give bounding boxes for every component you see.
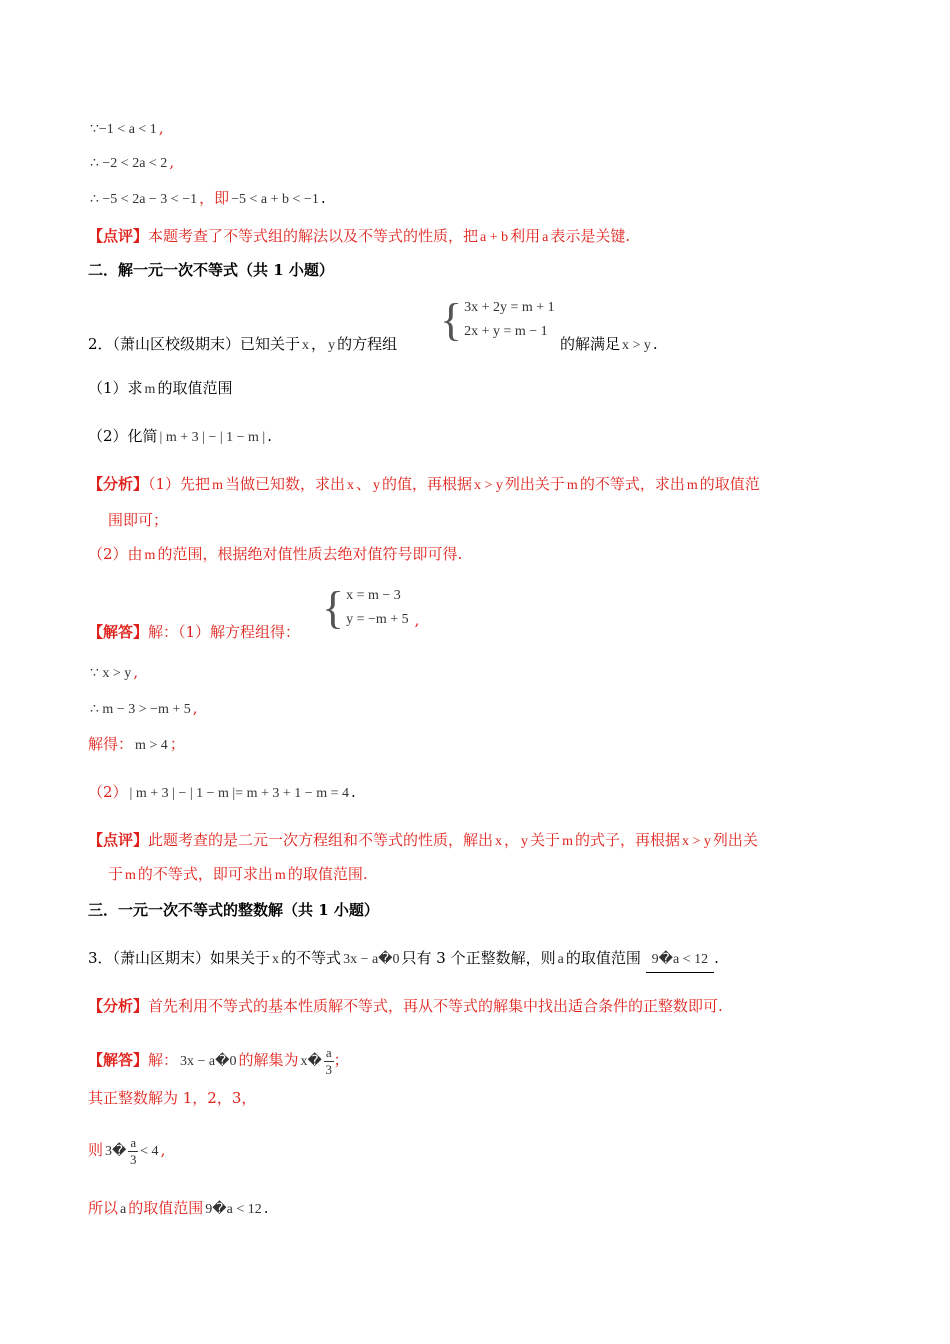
math-var: y (328, 338, 336, 353)
text: 解： (148, 1051, 179, 1069)
text: 的不等式，即可求出 (137, 865, 273, 883)
review-2 (88, 828, 758, 854)
punct: , (160, 1141, 166, 1159)
text: （1）先把 (148, 475, 211, 493)
math-expr: < 4 (140, 1144, 159, 1159)
punct: . (267, 427, 273, 445)
text: 的取值范围. (287, 865, 368, 883)
math-expr: x > y (681, 834, 711, 849)
final-answer (88, 1196, 269, 1222)
punct: , (133, 663, 139, 681)
solution-system (322, 584, 419, 632)
math-expr: ∵ x > y (90, 666, 132, 681)
prev-line-3 (88, 186, 326, 212)
step-4 (88, 780, 356, 806)
question-2 (88, 332, 397, 358)
math-expr: 3� (105, 1144, 127, 1159)
positive-integers: 其正整数解为 1，2，3， (88, 1089, 257, 1107)
answer-blank: 9�a < 12 (646, 948, 714, 973)
solution-2 (88, 620, 300, 644)
text: 2．（萧山区校级期末）已知关于 (88, 335, 301, 353)
text: 的值，再根据 (381, 475, 472, 493)
analysis-tag: 【分析】 (88, 997, 149, 1015)
text: 解：（1）解方程组得： (148, 623, 301, 641)
fraction-numerator: a (325, 1044, 332, 1060)
math-expr: 3x − a�0 (343, 952, 400, 967)
text: 所以 (88, 1199, 119, 1217)
prev-review (88, 224, 630, 250)
section-2-heading: 二．解一元一次不等式（共 1 小题） (88, 261, 334, 279)
text: 的解满足 (560, 335, 621, 353)
text: 的不等式 (281, 949, 342, 967)
math-expr: a + b (480, 230, 509, 245)
math-expr: | m + 3 | − | 1 − m |= m + 3 + 1 − m = 4 (129, 786, 349, 801)
step-1 (88, 660, 138, 686)
math-expr: a (542, 230, 549, 245)
text: 表示是关键. (550, 227, 631, 245)
math-var: x (272, 952, 280, 967)
equation-system (440, 296, 555, 344)
text: （2） (88, 783, 128, 801)
brace-icon: { (440, 294, 463, 345)
math-expr: ∴ −5 < 2a − 3 < −1 (90, 192, 198, 207)
punct: , (169, 153, 175, 171)
math-var: y (521, 834, 529, 849)
fraction-denominator: 3 (130, 1151, 137, 1167)
text: 列出关 (712, 831, 758, 849)
part-1 (88, 376, 232, 402)
math-var: m (125, 868, 136, 883)
text: 、 (355, 475, 371, 493)
fraction (324, 1045, 334, 1078)
solution-tag: 【解答】 (88, 623, 149, 641)
section-3-heading: 三．一元一次不等式的整数解（共 1 小题） (88, 901, 379, 919)
brace-icon: { (322, 582, 345, 633)
punct: . (320, 189, 326, 207)
system-eq-2: 2x + y = m − 1 (464, 324, 548, 339)
text: 的不等式，求出 (579, 475, 685, 493)
text: 的取值范围 (157, 379, 233, 397)
math-expr: −5 < a + b < −1 (231, 192, 319, 207)
math-var: a (120, 1202, 127, 1217)
text: ， (504, 831, 520, 849)
text: 关于 (530, 831, 561, 849)
part-2 (88, 424, 272, 450)
review-tag: 【点评】 (88, 227, 149, 245)
text: 当做已知数，求出 (224, 475, 345, 493)
punct: , (414, 611, 420, 629)
text: （2）化简 (88, 427, 158, 445)
punct: ； (169, 735, 185, 753)
math-expr: m > 4 (135, 738, 168, 753)
math-var: m (144, 548, 156, 563)
math-var: m (686, 478, 698, 493)
math-expr: ∴ m − 3 > −m + 5 (90, 702, 191, 717)
math-var: m (274, 868, 286, 883)
punct: . (263, 1199, 269, 1217)
text: 此题考查的是二元一次方程组和不等式的性质，解出 (148, 831, 494, 849)
math-expr: x > y (474, 478, 503, 493)
math-expr: ∵−1 < a < 1 (90, 122, 157, 137)
fraction-denominator: 3 (325, 1061, 333, 1077)
review-tag: 【点评】 (88, 831, 149, 849)
text: 3．（萧山区期末）如果关于 (88, 949, 271, 967)
step-2 (88, 696, 198, 722)
text: 首先利用不等式的基本性质解不等式，再从不等式的解集中找出适合条件的正整数即可. (148, 997, 723, 1015)
math-var: x (346, 478, 354, 493)
math-var: y (372, 478, 380, 493)
solution-eq-1: x = m − 3 (346, 588, 401, 603)
text: 列出关于 (504, 475, 565, 493)
math-expr: 9�a < 12 (205, 1202, 262, 1217)
solution-tag: 【解答】 (88, 1051, 149, 1069)
question-3 (88, 946, 719, 973)
text: 的范围，根据绝对值性质去绝对值符号即可得. (157, 545, 463, 563)
text: （2）由 (88, 545, 143, 563)
analysis-tag: 【分析】 (88, 475, 149, 493)
step-3 (88, 732, 185, 758)
solution-eq-2: y = −m + 5 (346, 612, 409, 627)
punct: . (714, 949, 719, 967)
math-var: m (212, 478, 223, 493)
punct: , (192, 699, 198, 717)
solution-3 (88, 1040, 349, 1082)
text: 的取值范围 (128, 1199, 204, 1217)
punct: , (158, 119, 164, 137)
text: 的取值范围 (565, 949, 641, 967)
prev-line-1 (88, 116, 164, 142)
text: 本题考查了不等式组的解法以及不等式的性质，把 (148, 227, 479, 245)
math-expr: 3x − a�0 (180, 1054, 237, 1069)
analysis-2 (88, 472, 760, 498)
math-var: x (302, 338, 310, 353)
then-line (88, 1130, 165, 1172)
analysis-2-cont: 围即可； (108, 511, 169, 529)
text: 解得： (88, 735, 134, 753)
math-var: m (562, 834, 573, 849)
math-expr: x > y (622, 338, 651, 353)
text: 只有 3 个正整数解，则 (401, 949, 556, 967)
text: 的式子，再根据 (574, 831, 680, 849)
fraction (128, 1135, 138, 1168)
punct: . (350, 783, 356, 801)
math-expr: ∴ −2 < 2a < 2 (90, 156, 168, 171)
analysis-2-part-2 (88, 542, 462, 568)
question-2-condition (560, 332, 658, 358)
text: （1）求 (88, 379, 143, 397)
system-eq-1: 3x + 2y = m + 1 (464, 300, 555, 315)
punct: ； (333, 1051, 349, 1069)
text: ， (311, 335, 327, 353)
analysis-3 (88, 994, 723, 1018)
text: 的取值范 (699, 475, 760, 493)
math-expr: | m + 3 | − | 1 − m | (159, 430, 266, 445)
math-var: m (144, 382, 156, 397)
prev-line-2 (88, 150, 174, 176)
fraction-numerator: a (130, 1134, 137, 1150)
text: 则 (88, 1141, 104, 1159)
review-2-cont (108, 862, 368, 888)
text: 的解集为 (238, 1051, 299, 1069)
text: 于 (108, 865, 124, 883)
math-expr: x� (300, 1054, 322, 1069)
text: ，即 (199, 189, 230, 207)
math-var: a (557, 952, 564, 967)
punct: . (652, 335, 658, 353)
math-var: x (495, 834, 503, 849)
text: 利用 (510, 227, 541, 245)
math-var: m (566, 478, 578, 493)
text: 的方程组 (337, 335, 398, 353)
